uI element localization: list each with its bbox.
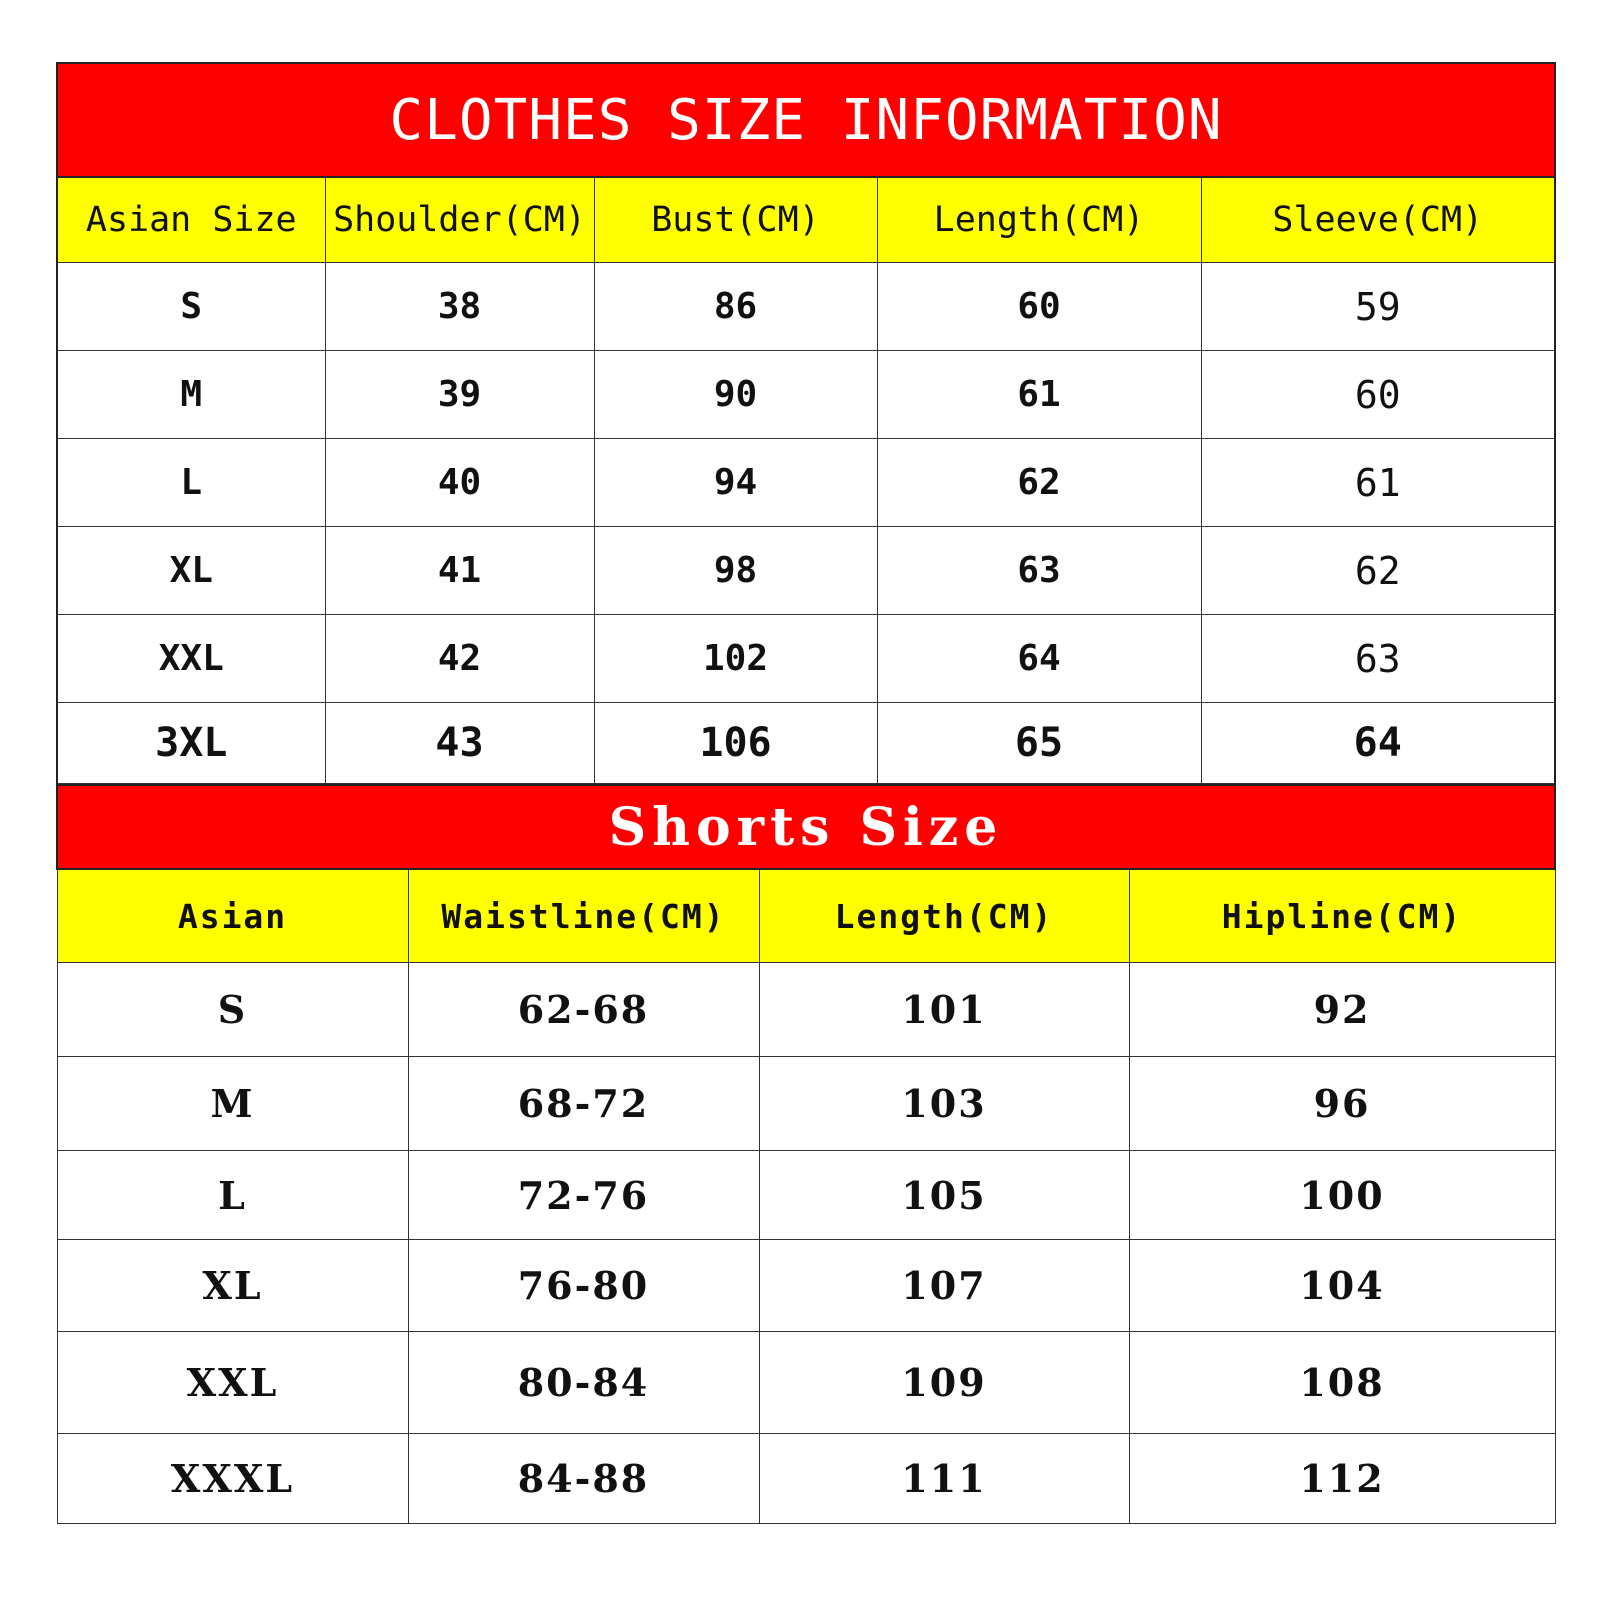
- cell-hipline: 92: [1129, 963, 1555, 1057]
- cell-size: S: [57, 963, 408, 1057]
- table-row: [57, 963, 1555, 1057]
- cell-waistline: 80-84: [408, 1332, 759, 1434]
- cell-bust: 86: [594, 263, 877, 351]
- cell-size: XL: [57, 1240, 408, 1332]
- cell-length: 105: [759, 1151, 1129, 1240]
- cell-length: 62: [877, 439, 1201, 527]
- shorts-header-row: [57, 869, 1555, 963]
- cell-size: L: [57, 439, 325, 527]
- cell-sleeve: 59: [1201, 263, 1555, 351]
- cell-size: M: [57, 351, 325, 439]
- table-row: [57, 1240, 1555, 1332]
- size-chart: [56, 62, 1554, 1524]
- table-row: [57, 1332, 1555, 1434]
- header-asian: Asian: [57, 869, 408, 963]
- cell-sleeve: 63: [1201, 615, 1555, 703]
- shorts-title: Shorts Size: [57, 785, 1555, 869]
- shorts-title-row: [57, 785, 1555, 869]
- header-shoulder: Shoulder(CM): [325, 177, 594, 263]
- cell-shoulder: 42: [325, 615, 594, 703]
- header-asian-size: Asian Size: [57, 177, 325, 263]
- cell-waistline: 62-68: [408, 963, 759, 1057]
- table-row: [57, 1151, 1555, 1240]
- cell-length: 111: [759, 1434, 1129, 1524]
- cell-length: 65: [877, 703, 1201, 784]
- cell-length: 61: [877, 351, 1201, 439]
- cell-shoulder: 41: [325, 527, 594, 615]
- cell-shoulder: 43: [325, 703, 594, 784]
- header-length: Length(CM): [759, 869, 1129, 963]
- cell-size: S: [57, 263, 325, 351]
- cell-bust: 98: [594, 527, 877, 615]
- cell-length: 107: [759, 1240, 1129, 1332]
- cell-waistline: 84-88: [408, 1434, 759, 1524]
- cell-bust: 94: [594, 439, 877, 527]
- cell-hipline: 104: [1129, 1240, 1555, 1332]
- table-row: [57, 1434, 1555, 1524]
- table-row: [57, 527, 1555, 615]
- clothes-title: CLOTHES SIZE INFORMATION: [57, 63, 1555, 177]
- cell-size: XXXL: [57, 1434, 408, 1524]
- shorts-size-table: [56, 784, 1556, 1524]
- header-hipline: Hipline(CM): [1129, 869, 1555, 963]
- cell-length: 103: [759, 1057, 1129, 1151]
- cell-hipline: 100: [1129, 1151, 1555, 1240]
- table-row: [57, 703, 1555, 784]
- cell-hipline: 96: [1129, 1057, 1555, 1151]
- cell-hipline: 112: [1129, 1434, 1555, 1524]
- cell-bust: 102: [594, 615, 877, 703]
- cell-sleeve: 60: [1201, 351, 1555, 439]
- cell-size: L: [57, 1151, 408, 1240]
- clothes-header-row: [57, 177, 1555, 263]
- cell-size: XL: [57, 527, 325, 615]
- cell-shoulder: 40: [325, 439, 594, 527]
- header-bust: Bust(CM): [594, 177, 877, 263]
- cell-size: 3XL: [57, 703, 325, 784]
- cell-shoulder: 39: [325, 351, 594, 439]
- table-row: [57, 615, 1555, 703]
- clothes-title-row: [57, 63, 1555, 177]
- cell-sleeve: 62: [1201, 527, 1555, 615]
- cell-sleeve: 61: [1201, 439, 1555, 527]
- cell-waistline: 72-76: [408, 1151, 759, 1240]
- cell-length: 63: [877, 527, 1201, 615]
- table-row: [57, 351, 1555, 439]
- cell-waistline: 68-72: [408, 1057, 759, 1151]
- cell-waistline: 76-80: [408, 1240, 759, 1332]
- cell-length: 60: [877, 263, 1201, 351]
- cell-size: XXL: [57, 1332, 408, 1434]
- cell-length: 64: [877, 615, 1201, 703]
- cell-sleeve: 64: [1201, 703, 1555, 784]
- cell-bust: 106: [594, 703, 877, 784]
- table-row: [57, 1057, 1555, 1151]
- header-sleeve: Sleeve(CM): [1201, 177, 1555, 263]
- cell-length: 101: [759, 963, 1129, 1057]
- table-row: [57, 439, 1555, 527]
- cell-bust: 90: [594, 351, 877, 439]
- cell-hipline: 108: [1129, 1332, 1555, 1434]
- header-length: Length(CM): [877, 177, 1201, 263]
- cell-size: XXL: [57, 615, 325, 703]
- cell-size: M: [57, 1057, 408, 1151]
- header-waistline: Waistline(CM): [408, 869, 759, 963]
- cell-shoulder: 38: [325, 263, 594, 351]
- cell-length: 109: [759, 1332, 1129, 1434]
- clothes-size-table: [56, 62, 1556, 784]
- table-row: [57, 263, 1555, 351]
